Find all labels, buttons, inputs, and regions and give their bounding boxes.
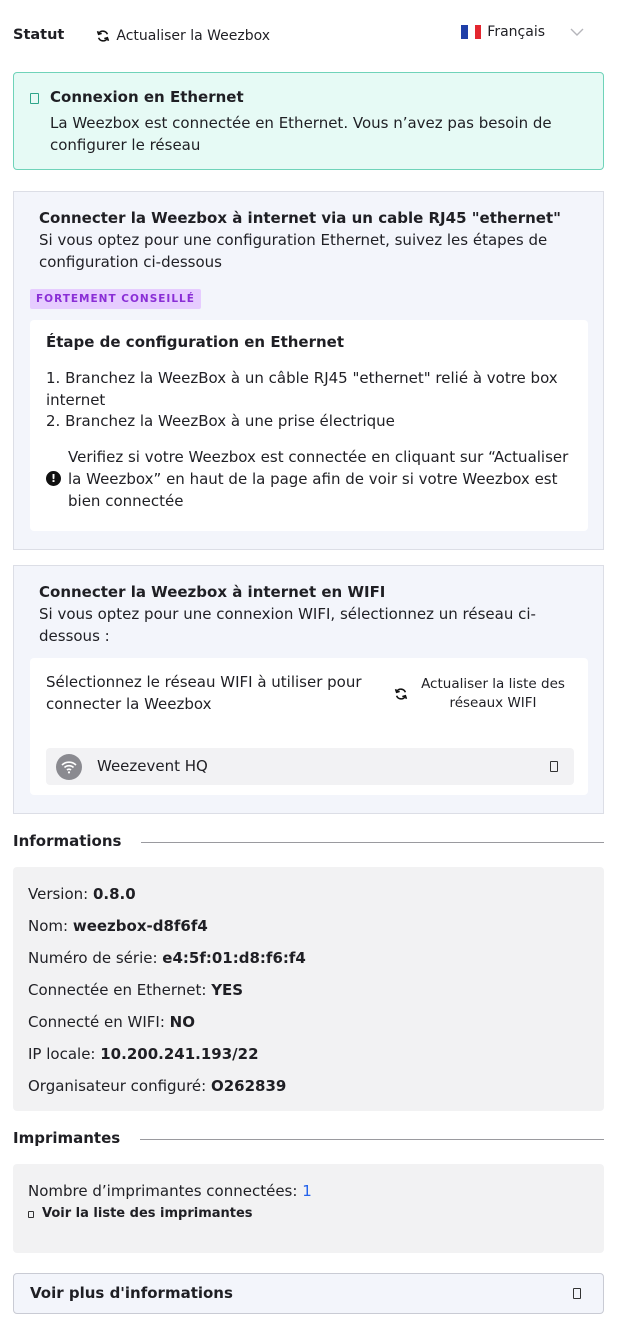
refresh-wifi-button[interactable] (394, 672, 568, 716)
chevron-right-icon (550, 761, 558, 772)
ethernet-step: 2. Branchez la WeezBox à une prise électrique (46, 412, 395, 431)
info-icon (30, 93, 39, 104)
printers-heading (13, 1128, 604, 1150)
divider (140, 1139, 604, 1140)
informations-box (13, 867, 604, 1111)
chevron-down-icon (569, 24, 585, 40)
language-select[interactable] (461, 22, 585, 42)
more-info-label: Voir plus d'informations (30, 1283, 233, 1302)
wifi-select-card (30, 658, 588, 795)
ethernet-warning (46, 447, 572, 512)
info-row: Organisateur configuré: O262839 (28, 1077, 287, 1095)
language-label: Français (487, 24, 545, 40)
info-row: Connecté en WIFI: NO (28, 1013, 195, 1031)
french-flag-icon (461, 25, 481, 39)
wifi-subtitle: Si vous optez pour une connexion WIFI, sélectionnez un réseau ci-dessous : (39, 604, 536, 645)
ethernet-subtitle: Si vous optez pour une configuration Ethernet, suivez les étapes de configuration ci-dessous (39, 230, 548, 271)
informations-heading (13, 831, 604, 853)
wifi-icon (56, 754, 82, 780)
wifi-network-item[interactable] (46, 748, 574, 785)
info-row: Version: 0.8.0 (28, 885, 136, 903)
ethernet-status-alert (13, 72, 604, 170)
ethernet-step: 1. Branchez la WeezBox à un câble RJ45 "ethernet" relié à votre box internet (46, 368, 558, 409)
alert-text: La Weezbox est connectée en Ethernet. Vous n’avez pas besoin de configurer le réseau (50, 113, 552, 154)
view-printers-link[interactable] (28, 1205, 589, 1224)
alert-title: Connexion en Ethernet (50, 88, 244, 106)
refresh-icon (96, 29, 110, 43)
status-title: Statut (13, 27, 65, 44)
info-row: Numéro de série: e4:5f:01:d8:f6:f4 (28, 949, 306, 967)
printer-count-value: 1 (302, 1182, 312, 1200)
ethernet-steps-card (30, 320, 588, 531)
info-row: Connectée en Ethernet: YES (28, 981, 244, 999)
info-row: IP locale: 10.200.241.193/22 (28, 1045, 259, 1063)
ethernet-warning-text: Verifiez si votre Weezbox est connectée en cliquant sur “Actualiser la Weezbox” en haut de la page afin de voir si votre Weezbox est bien connectée (68, 448, 569, 510)
recommended-badge: FORTEMENT CONSEILLÉ (30, 289, 201, 309)
refresh-weezbox-label: Actualiser la Weezbox (116, 27, 271, 44)
more-info-accordion[interactable] (13, 1273, 604, 1314)
wifi-panel (13, 565, 604, 814)
ethernet-title: Connecter la Weezbox à internet via un cable RJ45 "ethernet" (39, 209, 561, 227)
top-bar (13, 22, 605, 50)
informations-title: Informations (13, 832, 122, 851)
list-icon (28, 1211, 34, 1218)
printer-count: Nombre d’imprimantes connectées: 1 (28, 1182, 312, 1200)
exclamation-icon: ! (46, 471, 61, 486)
divider (141, 842, 604, 843)
wifi-title: Connecter la Weezbox à internet en WIFI (39, 583, 386, 601)
ethernet-panel (13, 191, 604, 550)
refresh-wifi-label: Actualiser la liste des réseaux WIFI (421, 675, 565, 711)
refresh-icon (394, 687, 408, 701)
wifi-select-label: Sélectionnez le réseau WIFI à utiliser pour connecter la Weezbox (46, 673, 362, 713)
printers-title: Imprimantes (13, 1129, 121, 1148)
printers-box (13, 1164, 604, 1253)
wifi-network-name: Weezevent HQ (97, 756, 208, 775)
expand-icon (573, 1288, 581, 1299)
ethernet-steps-title: Étape de configuration en Ethernet (46, 333, 345, 351)
refresh-weezbox-button[interactable] (96, 26, 270, 46)
info-row: Nom: weezbox-d8f6f4 (28, 917, 208, 935)
view-printers-label: Voir la liste des imprimantes (42, 1205, 253, 1221)
